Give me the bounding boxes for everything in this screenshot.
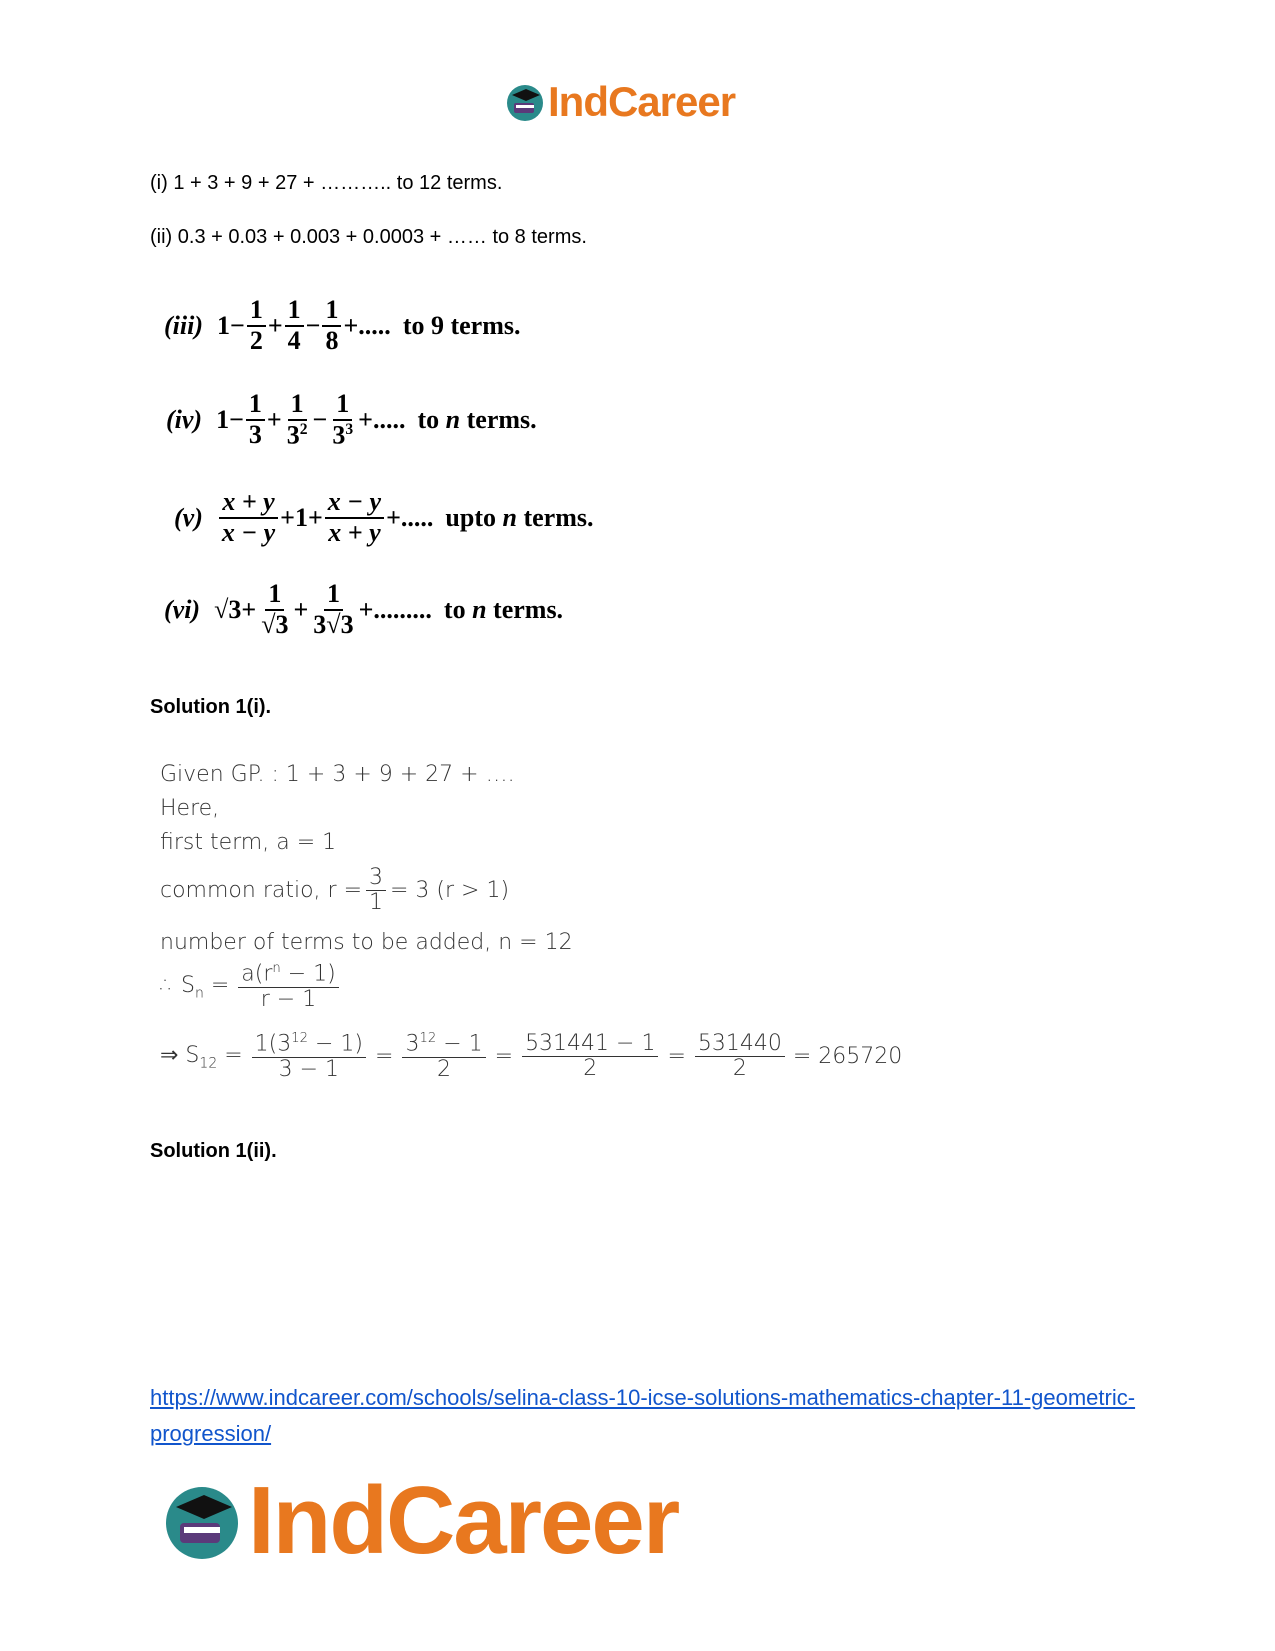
question-iv-tail-n: n — [445, 404, 461, 434]
graduation-book-icon — [160, 1479, 244, 1563]
sol-common-ratio: common ratio, r = $\frac{3}{1}$ = 3 (r > 1) — [160, 865, 510, 916]
question-iii-label: (iii) — [164, 310, 203, 340]
question-v: (v) $\frac{x + y}{x - y}$ +1+ $\frac{x - y}{x + y}$ +..... upto n terms. — [174, 487, 594, 547]
sol-here: Here, — [160, 796, 220, 821]
solution-1-i-heading: Solution 1(i). — [150, 696, 272, 718]
indcareer-logo-top — [504, 78, 735, 126]
question-vi-label: (vi) — [164, 594, 201, 624]
sol-sum-formula: ∴ $S_n$ = $\frac{a(r^n - 1)}{r - 1}$ — [160, 962, 341, 1012]
question-vi-tail-post: terms. — [493, 594, 564, 624]
graduation-book-icon — [504, 81, 546, 123]
question-v-label: (v) — [174, 502, 203, 532]
chapter-link[interactable]: https://www.indcareer.com/schools/selina-class-10-icse-solutions-mathematics-chapter-11-geometric-progression/ — [150, 1385, 1136, 1446]
indcareer-logo-bottom — [160, 1466, 678, 1576]
sol-num-terms: number of terms to be added, n = 12 — [160, 930, 573, 955]
question-iii-tail: to 9 terms. — [402, 310, 521, 340]
question-iv: (iv) 1− $\frac{1}{3}$ + $\frac{1}{3^2}$ − $\frac{1}{3^3}$ +..... to n terms. — [166, 389, 537, 450]
question-ii: (ii) 0.3 + 0.03 + 0.003 + 0.0003 + …… to 8 terms. — [150, 226, 587, 248]
question-iv-tail-post: terms. — [466, 404, 537, 434]
question-vi-tail-n: n — [472, 594, 487, 624]
logo-text: IndCareer — [548, 78, 736, 125]
question-iv-label: (iv) — [166, 404, 203, 434]
question-iv-tail-pre: to — [417, 404, 440, 434]
question-vi-tail-pre: to — [443, 594, 466, 624]
solution-1-ii-heading: Solution 1(ii). — [150, 1140, 277, 1162]
sol-final-value: = 265720 — [792, 1044, 903, 1070]
question-v-tail-post: terms. — [523, 502, 594, 532]
sol-common-ratio-pre: common ratio, r = — [160, 878, 362, 904]
sol-sum-result: ⇒ $S_{12}$ = $\frac{1(3^{12} - 1)}{3 - 1}$ = $\frac{3^{12} - 1}{2}$ = $\frac{531441 - 1}{2}$ = $\frac{531440}{2}$ = 265720 — [160, 1031, 903, 1082]
question-v-tail-n: n — [502, 502, 517, 532]
question-iii: (iii) 1− $\frac{1}{2}$ + $\frac{1}{4}$ − $\frac{1}{8}$ +..... to 9 terms. — [164, 295, 521, 355]
logo-text: IndCareer — [248, 1467, 679, 1574]
sol-common-ratio-post: = 3 (r > 1) — [390, 878, 510, 904]
question-i: (i) 1 + 3 + 9 + 27 + ……….. to 12 terms. — [150, 172, 503, 194]
question-v-tail-pre: upto — [445, 502, 496, 532]
sol-given: Given GP. : 1 + 3 + 9 + 27 + …. — [160, 762, 515, 787]
question-vi: (vi) √3+ $\frac{1}{√3}$ + $\frac{1}{3√3}$ +......... to n terms. — [164, 579, 564, 639]
sol-first-term: first term, a = 1 — [160, 830, 337, 855]
